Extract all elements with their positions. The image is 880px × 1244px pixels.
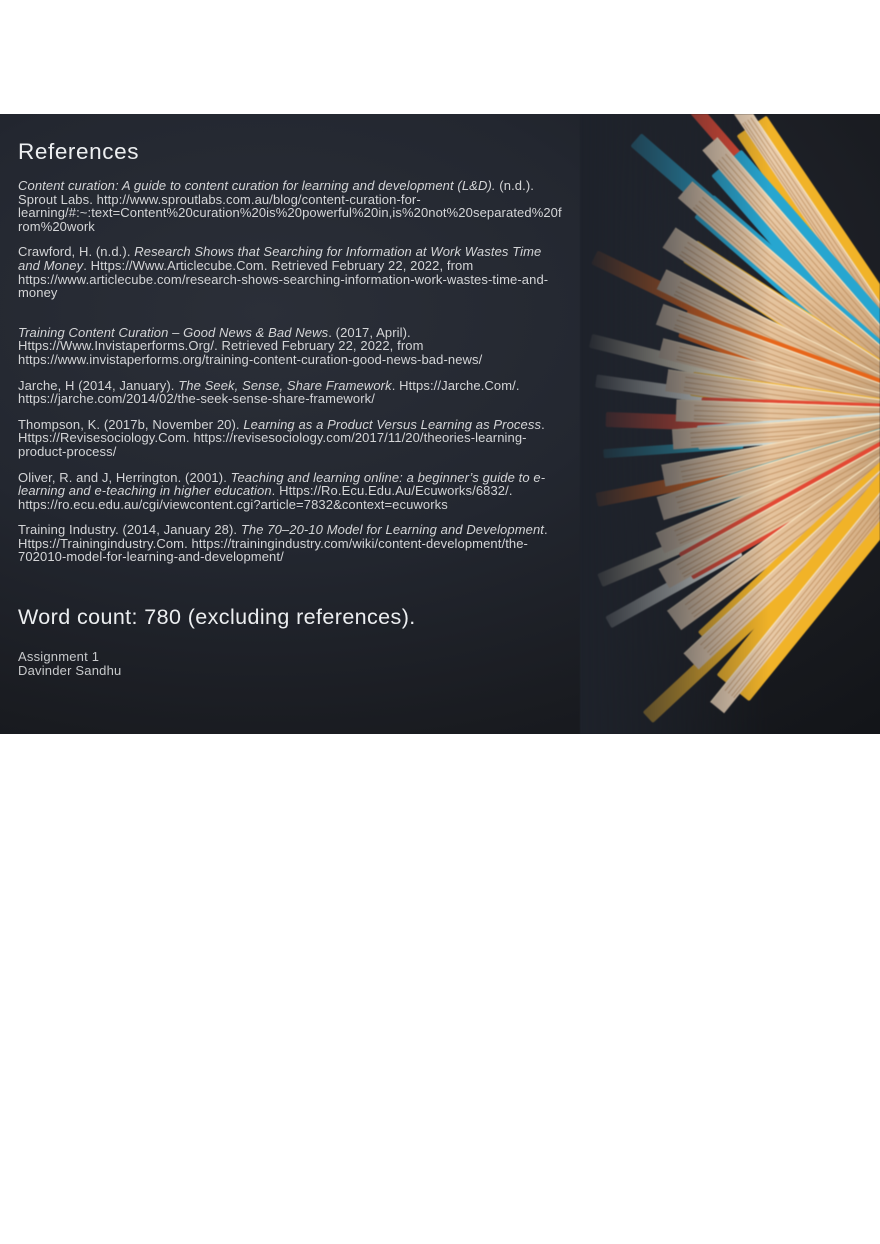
fanned-folders-photo	[580, 114, 880, 734]
page-title: References	[18, 139, 140, 164]
reference-entry: Training Content Curation – Good News & Bad News. (2017, April). Https://Www.Invistaperforms.Org/. Retrieved February 22, 2022, from https://www.invistaperforms.org/training-content-curation-good-news-bad-news/	[18, 324, 483, 367]
slide	[0, 114, 880, 734]
footer-author: Davinder Sandhu	[18, 662, 122, 678]
reference-entry: Thompson, K. (2017b, November 20). Learning as a Product Versus Learning as Process. Https://Revisesociology.Com. https://revisesociology.com/2017/11/20/theories-learning-product-process/	[18, 416, 545, 459]
reference-entry: Crawford, H. (n.d.). Research Shows that Searching for Information at Work Wastes Time and Money. Https://Www.Articlecube.Com. Retrieved February 22, 2022, from https://www.articlecube.com/research-shows-searching-information-work-wastes-time-and-money	[18, 244, 549, 301]
photo-left-fade	[580, 114, 770, 734]
reference-entry: Oliver, R. and J, Herrington. (2001). Teaching and learning online: a beginner’s guide to e-learning and e-teaching in higher education. Https://Ro.Ecu.Edu.Au/Ecuworks/6832/. https://ro.ecu.edu.au/cgi/viewcontent.cgi?article=7832&context=ecuworks	[18, 469, 546, 512]
footer-assignment: Assignment 1	[18, 649, 100, 665]
reference-entry: Content curation: A guide to content curation for learning and development (L&D). (n.d.). Sprout Labs. http://www.sproutlabs.com.au/blog/content-curation-for-learning/#:~:text=Content%20curation%20is%20powerful%20in,is%20not%20separated%20from%20work	[18, 178, 562, 234]
references-list	[18, 179, 566, 564]
reference-entry: Training Industry. (2014, January 28). The 70–20-10 Model for Learning and Development. Https://Trainingindustry.Com. https://trainingindustry.com/wiki/content-development/the-702010-model-for-learning-and-development/	[18, 522, 548, 565]
word-count-text: Word count: 780 (excluding references).	[18, 605, 416, 630]
slide-text-column	[18, 138, 566, 677]
slide-footer	[18, 650, 566, 677]
reference-entry: Jarche, H (2014, January). The Seek, Sense, Share Framework. Https://Jarche.Com/. https://jarche.com/2014/02/the-seek-sense-share-framework/	[18, 377, 520, 407]
